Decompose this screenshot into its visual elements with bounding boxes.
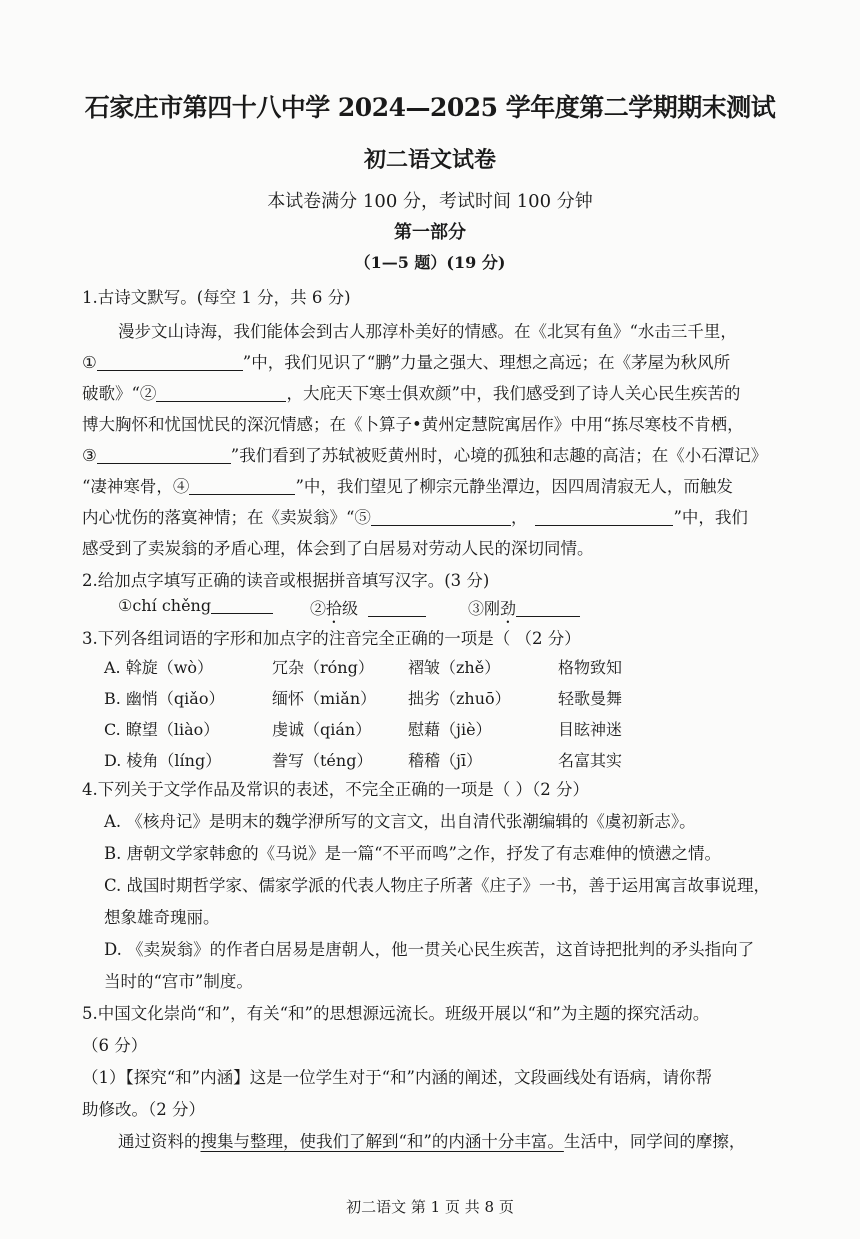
q1-text-line: 漫步文山诗海，我们能体会到古人那淳朴美好的情感。在《北冥有鱼》“水击三千里， — [118, 322, 737, 341]
q2-item-2 — [310, 596, 426, 627]
q2-item-text: ② — [310, 599, 327, 618]
q1-text: 破歌》“② — [82, 384, 157, 403]
q1-text-line — [82, 442, 767, 466]
q3-option-word: 名富其实 — [558, 751, 623, 770]
q1-text: ”中，我们 — [673, 508, 748, 527]
exam-title: 石家庄市第四十八中学 2024—2025 学年度第二学期期末测试 — [84, 93, 776, 122]
q5-sub1: （1）【探究“和”内涵】这是一位学生对于“和”内涵的阐述，文段画线处有语病，请你帮 — [82, 1068, 712, 1087]
blank-label: ① — [82, 353, 97, 372]
answer-blank-5b[interactable] — [535, 509, 673, 527]
answer-blank-5a[interactable] — [371, 509, 511, 527]
q2-item-3 — [468, 596, 580, 627]
q5-passage — [118, 1128, 745, 1152]
q3-option-word: 缅怀（miǎn） — [272, 689, 377, 708]
q1-text-line — [82, 473, 733, 497]
q2-item-1 — [118, 596, 273, 615]
q1-text: “凄神寒骨，④ — [82, 477, 190, 496]
question-range: （1—5 题）(19 分) — [354, 253, 506, 272]
q3-option-label: C. 瞭望（liào） — [104, 720, 220, 739]
q3-option-word: 冗杂（róng） — [272, 658, 374, 677]
q3-option-word: 轻歌曼舞 — [558, 689, 623, 708]
q4-option-c-cont: 想象雄奇瑰丽。 — [104, 908, 220, 927]
q3-option-word: 目眩神迷 — [558, 720, 623, 739]
q3-option-word: 慰藉（jiè） — [408, 720, 492, 739]
q2-item-text: ①chí chěng — [118, 596, 212, 615]
answer-blank-q2-2[interactable] — [368, 600, 426, 617]
q1-text-line — [82, 504, 748, 528]
q2-dotted-char: 拾 — [326, 599, 343, 618]
q1-text: ”中，我们望见了柳宗元静坐潭边，因四周清寂无人，而触发 — [295, 477, 733, 496]
q5-sub1-cont: 助修改。（2 分） — [82, 1100, 205, 1119]
answer-blank-q2-3[interactable] — [516, 600, 580, 617]
exam-info: 本试卷满分 100 分，考试时间 100 分钟 — [267, 191, 593, 212]
q2-dotted-char: 劲 — [500, 599, 517, 618]
q1-text: 内心忧伤的落寞神情；在《卖炭翁》“⑤ — [82, 508, 371, 527]
q3-option-word: 拙劣（zhuō） — [408, 689, 511, 708]
q3-option-word: 誊写（téng） — [272, 751, 373, 770]
q1-stem: 1.古诗文默写。(每空 1 分，共 6 分) — [82, 288, 351, 307]
q3-option-word: 格物致知 — [558, 658, 623, 677]
q4-option-d-cont: 当时的“宫市”制度。 — [104, 972, 253, 991]
page-footer: 初二语文 第 1 页 共 8 页 — [346, 1198, 514, 1216]
q1-text: ， — [510, 508, 528, 527]
q1-text-line — [82, 349, 730, 373]
q1-text: ”我们看到了苏轼被贬黄州时，心境的孤独和志趣的高洁；在《小石潭记》 — [230, 446, 768, 465]
answer-blank-1[interactable] — [97, 354, 243, 372]
q5-stem-cont: （6 分） — [82, 1036, 148, 1055]
q1-text-line: 感受到了卖炭翁的矛盾心理，体会到了白居易对劳动人民的深切同情。 — [82, 539, 594, 558]
q4-option-a: A. 《核舟记》是明末的魏学洢所写的文言文，出自清代张潮编辑的《虞初新志》。 — [104, 812, 696, 831]
blank-label: ③ — [82, 446, 97, 465]
q4-option-c: C. 战国时期哲学家、儒家学派的代表人物庄子所著《庄子》一书，善于运用寓言故事说理， — [104, 876, 771, 895]
q2-item-text: 级 — [342, 599, 359, 618]
q2-stem: 2.给加点字填写正确的读音或根据拼音填写汉字。(3 分) — [82, 571, 490, 590]
answer-blank-2[interactable] — [156, 385, 286, 403]
answer-blank-3[interactable] — [97, 447, 231, 465]
q3-option-label: A. 斡旋（wò） — [104, 658, 214, 677]
passage-text: 生活中，同学间的摩擦， — [563, 1132, 746, 1151]
q5-stem: 5.中国文化崇尚“和”，有关“和”的思想源远流长。班级开展以“和”为主题的探究活动。 — [82, 1004, 710, 1023]
q1-text-line — [82, 380, 740, 404]
q4-option-b: B. 唐朝文学家韩愈的《马说》是一篇“不平而鸣”之作，抒发了有志难伸的愤懑之情。 — [104, 844, 721, 863]
q3-option-word: 褶皱（zhě） — [408, 658, 501, 677]
q4-option-d: D. 《卖炭翁》的作者白居易是唐朝人，他一贯关心民生疾苦，这首诗把批判的矛头指向了 — [104, 940, 755, 959]
q3-option-label: D. 棱角（líng） — [104, 751, 222, 770]
passage-text: 通过资料的 — [118, 1132, 201, 1151]
part-heading: 第一部分 — [394, 222, 466, 243]
q3-option-word: 虔诚（qián） — [272, 720, 372, 739]
q3-option-label: B. 幽悄（qiǎo） — [104, 689, 225, 708]
q3-option-word: 稽稽（jī） — [408, 751, 483, 770]
answer-blank-4[interactable] — [189, 478, 295, 496]
answer-blank-q2-1[interactable] — [211, 597, 273, 614]
q1-text-line: 博大胸怀和忧国忧民的深沉情感；在《卜算子•黄州定慧院寓居作》中用“拣尽寒枝不肯栖， — [82, 415, 744, 434]
q1-text: ，大庇天下寒士俱欢颜”中，我们感受到了诗人关心民生疾苦的 — [286, 384, 741, 403]
exam-subtitle: 初二语文试卷 — [363, 147, 496, 173]
q3-stem: 3.下列各组词语的字形和加点字的注音完全正确的一项是（ （2 分） — [82, 629, 581, 648]
q1-text: ”中，我们见识了“鹏”力量之强大、理想之高远；在《茅屋为秋风所 — [242, 353, 731, 372]
underlined-sentence: 搜集与整理，使我们了解到“和”的内涵十分丰富。 — [200, 1132, 564, 1151]
q4-stem: 4.下列关于文学作品及常识的表述，不完全正确的一项是（ ）（2 分） — [82, 780, 589, 799]
q2-item-text: ③刚 — [468, 599, 501, 618]
